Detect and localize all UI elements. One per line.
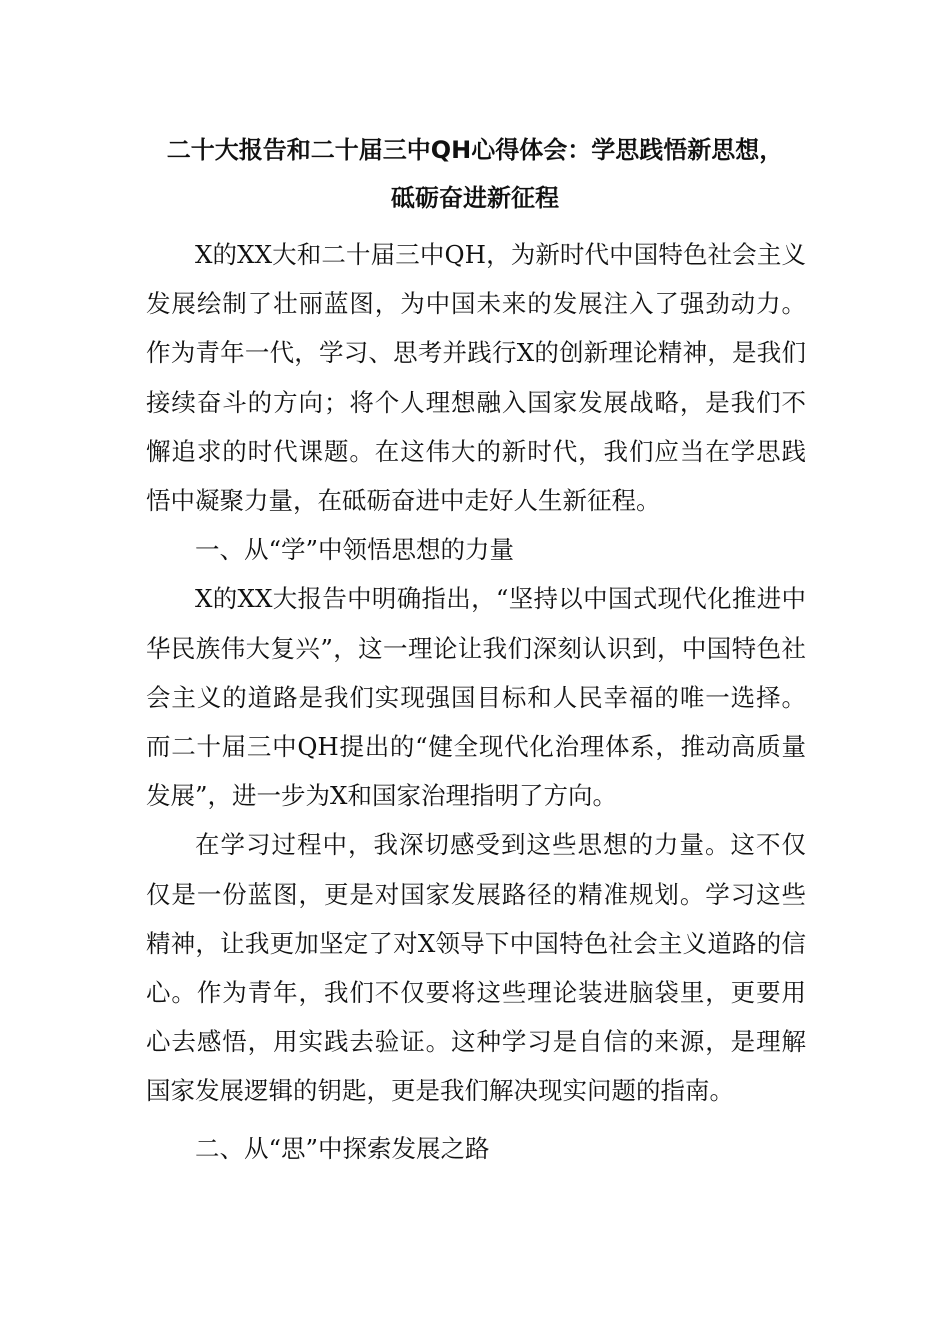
intro-paragraph: X的XX大和二十届三中QH，为新时代中国特色社会主义发展绘制了壮丽蓝图，为中国未来的发展注入了强劲动力。作为青年一代，学习、思考并践行X的创新理论精神，是我们接续奋斗的方向；将个人理想融入国家发展战略，是我们不懈追求的时代课题。在这伟大的新时代，我们应当在学思践悟中凝聚力量，在砥砺奋进中走好人生新征程。 bbox=[146, 240, 806, 516]
section-heading-1: 一、从“学”中领悟思想的力量 bbox=[195, 535, 515, 565]
document-title-line-1: 二十大报告和二十届三中QH心得体会：学思践悟新思想， bbox=[166, 136, 784, 164]
document-body bbox=[146, 230, 806, 1173]
section-1-paragraph-2: 在学习过程中，我深切感受到这些思想的力量。这不仅仅是一份蓝图，更是对国家发展路径的精准规划。学习这些精神，让我更加坚定了对X领导下中国特色社会主义道路的信心。作为青年，我们不仅要将这些理论装进脑袋里，更要用心去感悟，用实践去验证。这种学习是自信的来源，是理解国家发展逻辑的钥匙，更是我们解决现实问题的指南。 bbox=[146, 830, 806, 1106]
section-1-paragraph-1: X的XX大报告中明确指出，“坚持以中国式现代化推进中华民族伟大复兴”，这一理论让我们深刻认识到，中国特色社会主义的道路是我们实现强国目标和人民幸福的唯一选择。而二十届三中QH提出的“健全现代化治理体系，推动高质量发展”，进一步为X和国家治理指明了方向。 bbox=[146, 584, 806, 811]
section-heading-2: 二、从“思”中探索发展之路 bbox=[195, 1133, 490, 1163]
document-title-line-2: 砥砺奋进新征程 bbox=[391, 184, 559, 212]
